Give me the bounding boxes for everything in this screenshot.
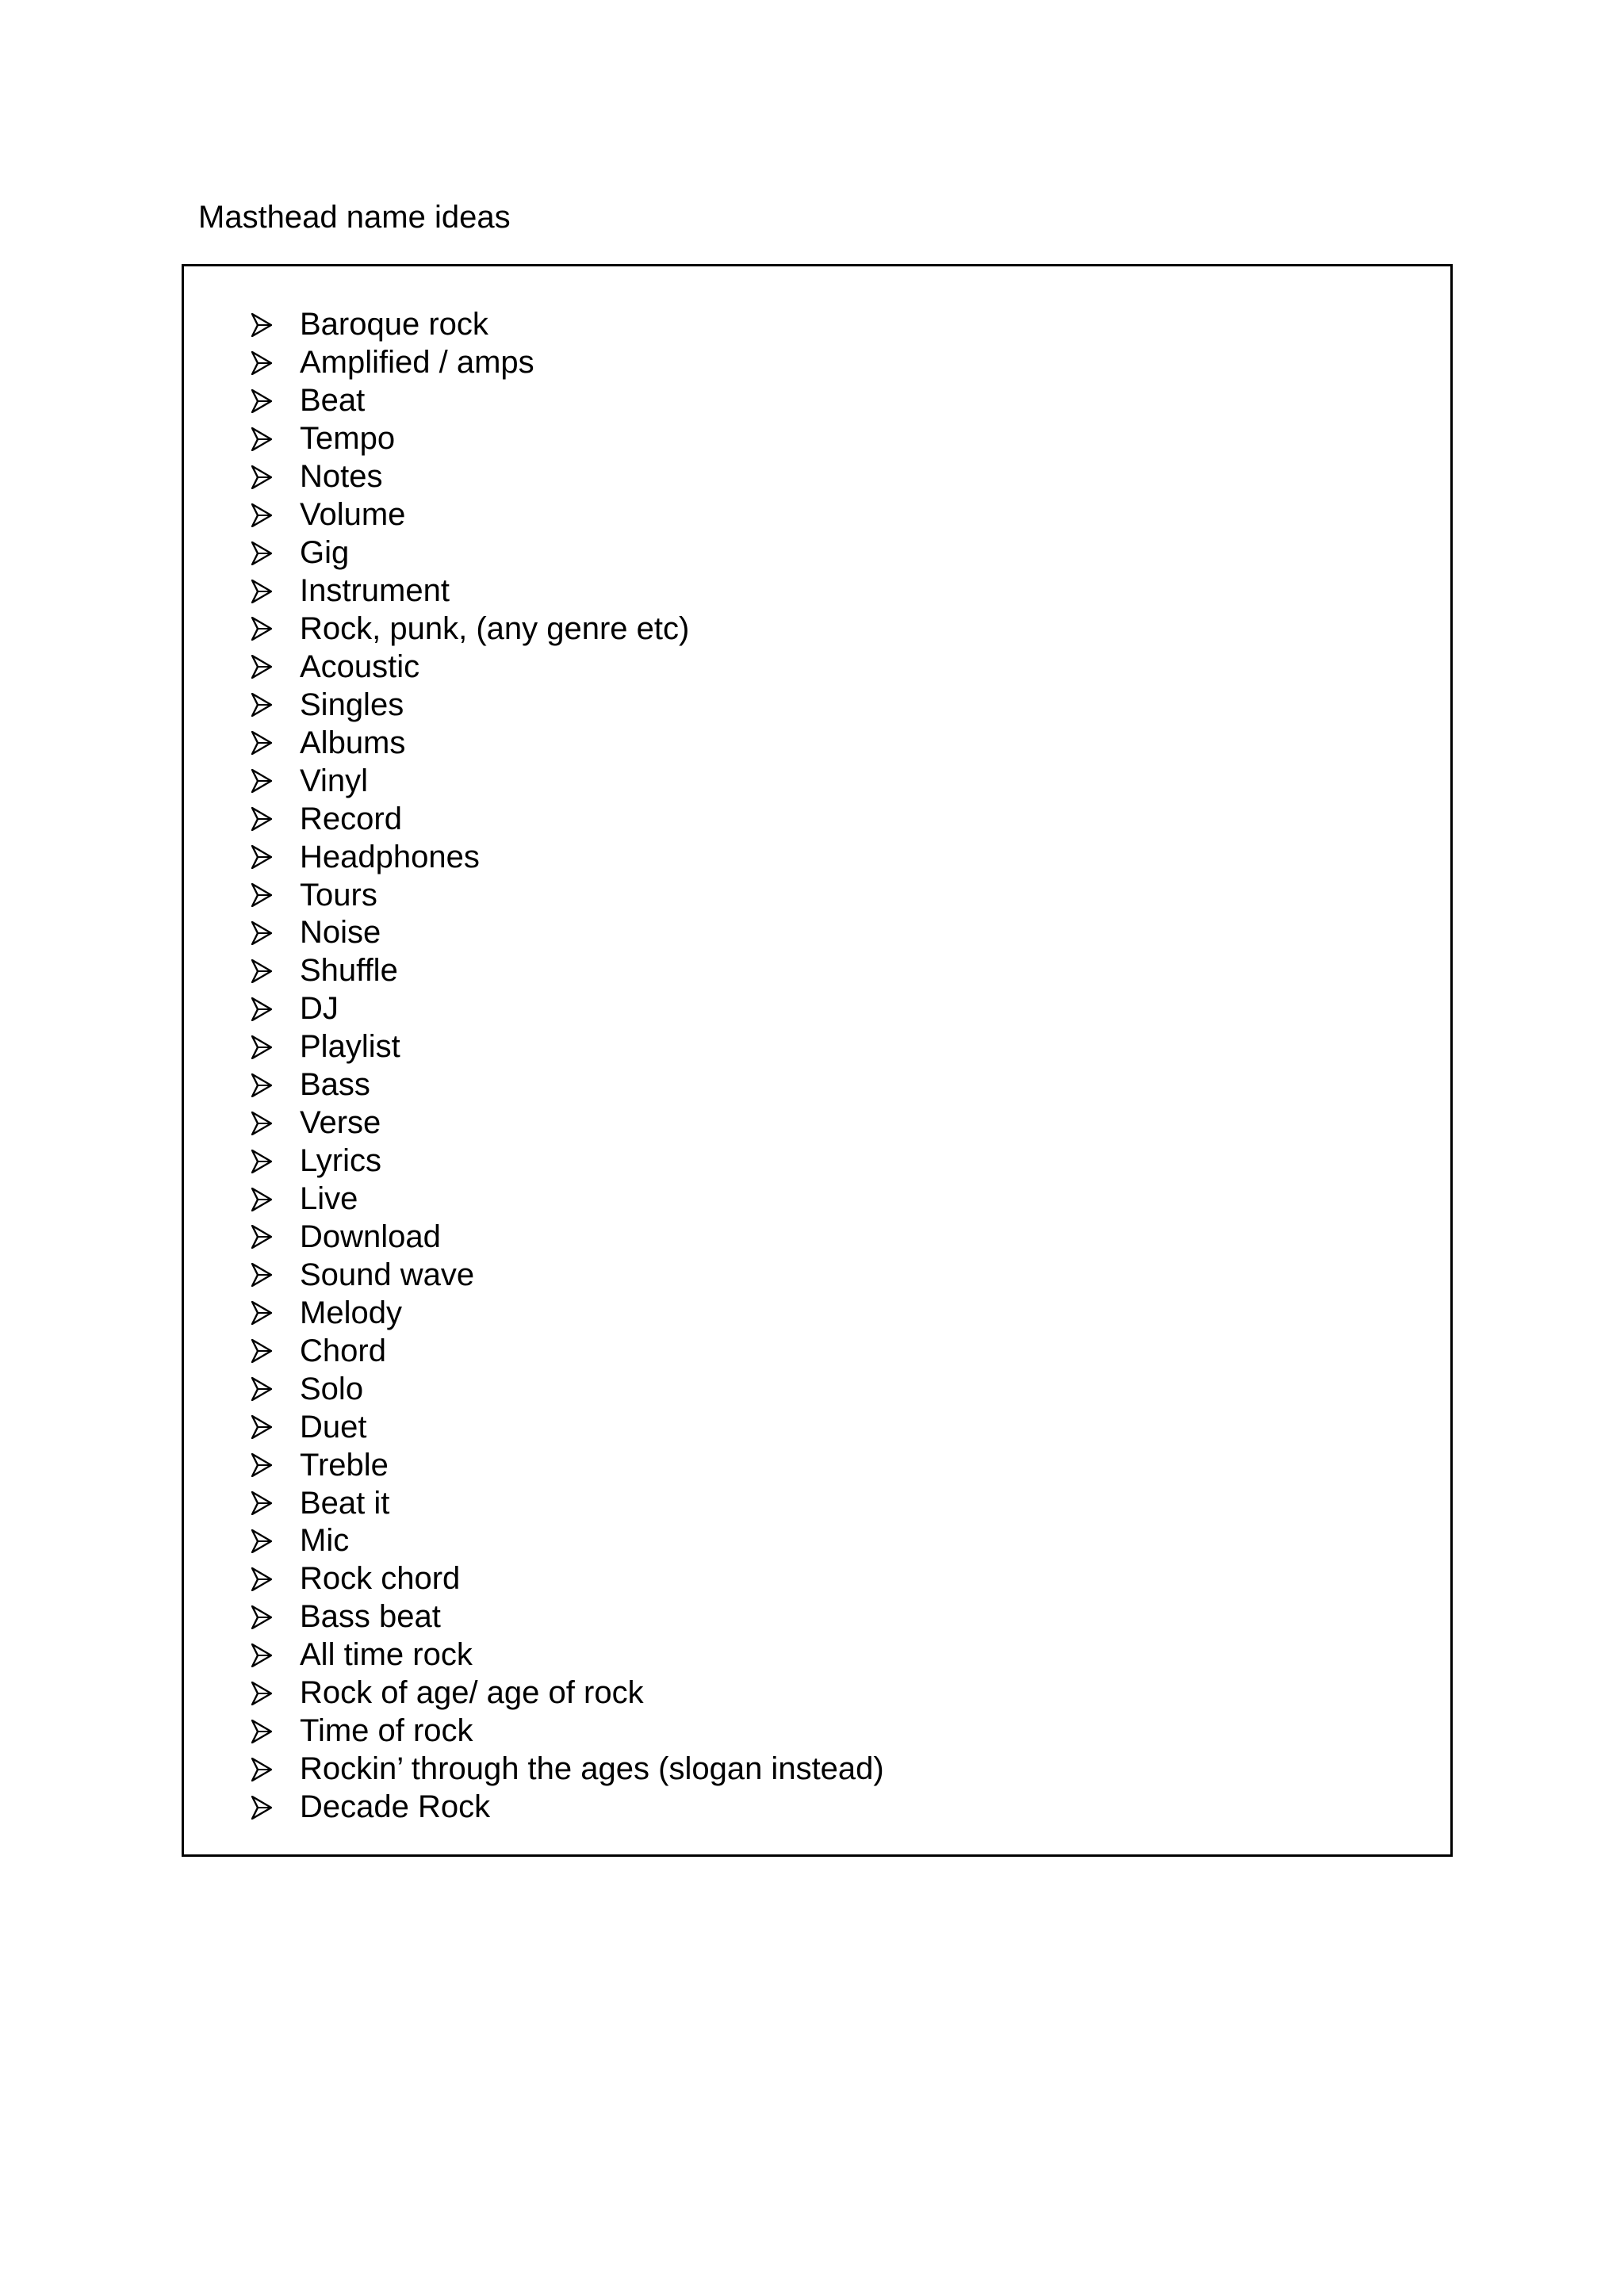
list-item-label: Decade Rock	[300, 1789, 491, 1825]
arrowhead-bullet-icon	[251, 693, 272, 717]
list-item-label: Instrument	[300, 573, 450, 609]
list-item	[251, 762, 884, 800]
list-item	[251, 1522, 884, 1560]
list-item-label: Mic	[300, 1523, 350, 1559]
arrowhead-bullet-icon	[251, 1720, 272, 1743]
list-item	[251, 496, 884, 534]
list-item	[251, 1219, 884, 1257]
list-item	[251, 686, 884, 724]
list-item-label: Gig	[300, 535, 350, 571]
list-item-label: Sound wave	[300, 1257, 475, 1292]
arrowhead-bullet-icon	[251, 1035, 272, 1059]
arrowhead-bullet-icon	[251, 1073, 272, 1097]
list-item	[251, 344, 884, 382]
list-item	[251, 1256, 884, 1294]
list-item	[251, 1484, 884, 1522]
arrowhead-bullet-icon	[251, 1188, 272, 1211]
list-item-label: Acoustic	[300, 649, 420, 684]
arrowhead-bullet-icon	[251, 1415, 272, 1439]
arrowhead-bullet-icon	[251, 731, 272, 755]
list-item-label: Volume	[300, 497, 406, 533]
list-item-label: Beat it	[300, 1485, 390, 1521]
list-item-label: Headphones	[300, 839, 480, 874]
list-item	[251, 610, 884, 649]
list-item	[251, 1751, 884, 1789]
list-item	[251, 914, 884, 952]
arrowhead-bullet-icon	[251, 1567, 272, 1591]
list-item-label: Treble	[300, 1447, 389, 1483]
list-item-label: Verse	[300, 1105, 381, 1141]
arrowhead-bullet-icon	[251, 1796, 272, 1820]
list-item	[251, 876, 884, 914]
list-item-label: Rock chord	[300, 1561, 461, 1597]
arrowhead-bullet-icon	[251, 845, 272, 869]
arrowhead-bullet-icon	[251, 541, 272, 565]
list-item-label: Noise	[300, 915, 381, 951]
list-item-label: Solo	[300, 1371, 364, 1406]
list-item	[251, 1789, 884, 1827]
arrowhead-bullet-icon	[251, 1339, 272, 1363]
list-item-label: Time of rock	[300, 1713, 473, 1749]
list-item	[251, 1636, 884, 1674]
list-item-label: Tours	[300, 877, 377, 913]
list-item	[251, 420, 884, 458]
list-item-label: Singles	[300, 687, 404, 722]
arrowhead-bullet-icon	[251, 503, 272, 527]
arrowhead-bullet-icon	[251, 769, 272, 793]
arrowhead-bullet-icon	[251, 465, 272, 489]
list-item	[251, 534, 884, 572]
arrowhead-bullet-icon	[251, 1301, 272, 1325]
list-item-label: Duet	[300, 1409, 367, 1445]
list-item	[251, 1104, 884, 1142]
list-item	[251, 1598, 884, 1636]
arrowhead-bullet-icon	[251, 389, 272, 413]
arrowhead-bullet-icon	[251, 1112, 272, 1135]
arrowhead-bullet-icon	[251, 351, 272, 375]
arrowhead-bullet-icon	[251, 1529, 272, 1553]
arrowhead-bullet-icon	[251, 655, 272, 679]
list-item-label: Tempo	[300, 421, 396, 457]
page-title: Masthead name ideas	[198, 200, 511, 235]
list-item-label: Live	[300, 1181, 358, 1217]
list-item-label: Melody	[300, 1295, 402, 1330]
list-item	[251, 572, 884, 610]
list-item-label: Bass beat	[300, 1599, 441, 1635]
arrowhead-bullet-icon	[251, 1377, 272, 1401]
arrowhead-bullet-icon	[251, 1644, 272, 1667]
arrowhead-bullet-icon	[251, 1150, 272, 1173]
arrowhead-bullet-icon	[251, 921, 272, 945]
arrowhead-bullet-icon	[251, 1758, 272, 1781]
arrowhead-bullet-icon	[251, 427, 272, 451]
list-item	[251, 382, 884, 420]
list-item	[251, 1560, 884, 1598]
list-item	[251, 458, 884, 496]
arrowhead-bullet-icon	[251, 807, 272, 831]
arrowhead-bullet-icon	[251, 1225, 272, 1249]
list-item-label: DJ	[300, 991, 339, 1027]
list-item-label: Playlist	[300, 1029, 400, 1065]
list-item	[251, 306, 884, 344]
list-item-label: Baroque rock	[300, 307, 488, 342]
list-item-label: Rock, punk, (any genre etc)	[300, 610, 690, 646]
list-item	[251, 1066, 884, 1104]
arrowhead-bullet-icon	[251, 1491, 272, 1515]
list-item-label: Vinyl	[300, 763, 368, 798]
arrowhead-bullet-icon	[251, 1453, 272, 1477]
list-item	[251, 1370, 884, 1408]
list-item-label: Amplified / amps	[300, 345, 534, 381]
list-item	[251, 800, 884, 838]
list-item-label: Lyrics	[300, 1143, 381, 1179]
list-item-label: Record	[300, 801, 402, 836]
list-item-label: All time rock	[300, 1637, 473, 1673]
list-item-label: Rock of age/ age of rock	[300, 1675, 644, 1711]
list-item	[251, 1028, 884, 1066]
list-item	[251, 1294, 884, 1332]
list-item	[251, 1142, 884, 1181]
list-item	[251, 1446, 884, 1484]
list-item-label: Notes	[300, 459, 383, 495]
arrowhead-bullet-icon	[251, 959, 272, 983]
arrowhead-bullet-icon	[251, 883, 272, 907]
list-item-label: Chord	[300, 1333, 386, 1368]
list-item-label: Albums	[300, 725, 406, 760]
list-item	[251, 838, 884, 876]
list-item-label: Shuffle	[300, 953, 398, 989]
list-item	[251, 952, 884, 990]
list-item	[251, 1674, 884, 1712]
list-item	[251, 1712, 884, 1751]
arrowhead-bullet-icon	[251, 1263, 272, 1287]
list-item-label: Rockin’ through the ages (slogan instead)	[300, 1751, 884, 1787]
arrowhead-bullet-icon	[251, 1605, 272, 1629]
list-item-label: Bass	[300, 1067, 370, 1103]
arrowhead-bullet-icon	[251, 580, 272, 603]
list-item	[251, 990, 884, 1028]
list-item-label: Beat	[300, 383, 366, 419]
arrowhead-bullet-icon	[251, 313, 272, 337]
arrowhead-bullet-icon	[251, 1682, 272, 1705]
arrowhead-bullet-icon	[251, 617, 272, 641]
list-item	[251, 1332, 884, 1370]
list-item-label: Download	[300, 1219, 441, 1254]
list-item	[251, 648, 884, 686]
list-item	[251, 724, 884, 762]
arrowhead-bullet-icon	[251, 997, 272, 1021]
list-item	[251, 1181, 884, 1219]
ideas-list	[251, 306, 884, 1827]
ideas-box	[182, 264, 1453, 1857]
list-item	[251, 1408, 884, 1446]
